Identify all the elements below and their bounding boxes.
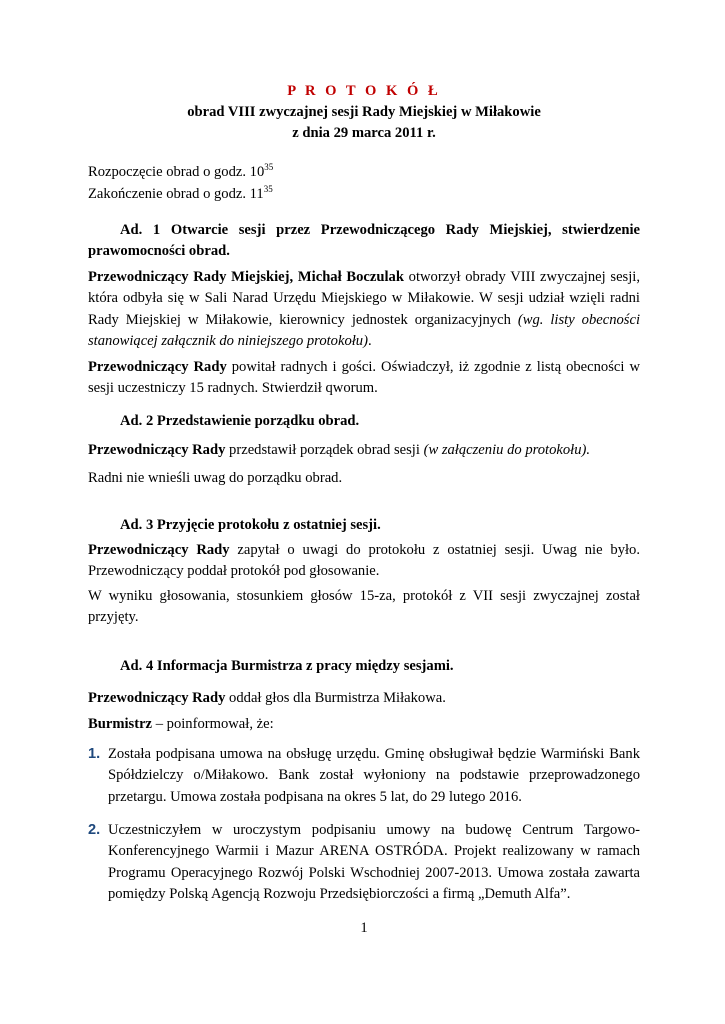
session-subtitle: obrad VIII zwyczajnej sesji Rady Miejskiej w Miłakowie [187, 104, 541, 120]
ad3-heading: Ad. 3 Przyjęcie protokołu z ostatniej sesji. [120, 517, 381, 533]
start-time: Rozpoczęcie obrad o godz. $10^{35}$ [88, 162, 274, 180]
ad2-paragraph-1: Przewodniczący Rady przedstawił porządek obrad sesji (w załączeniu do protokołu). [88, 442, 591, 458]
list-item: 1. Została podpisana umowa na obsługę urzędu. Gminę obsługiwał będzie Warmiński Bank Spółdzielczy o/Miłakowo. Bank został wyłoniony na podstawie przeprowadzonego przetargu. Umowa została podpisana na okres 5 lat, do 29 lutego 2016. [88, 746, 640, 805]
list-item: 2. Uczestniczyłem w uroczystym podpisaniu umowy na budowę Centrum Targowo-Konferencyjnego Warmii i Mazur ARENA OSTRÓDA. Projekt realizowany w ramach Programu Operacyjnego Rozwój Polski Wschodniej 2007-2013. Umowa została zawarta pomiędzy Polską Agencją Rozwoju Przedsiębiorczości a firmą „Demuth Alfa”. [88, 822, 640, 903]
ad3-paragraph-1: Przewodniczący Rady zapytał o uwagi do protokołu z ostatniej sesji. Uwag nie było. Przewodniczący poddał protokół pod głosowanie. [88, 542, 640, 580]
ad2-paragraph-2: Radni nie wnieśli uwag do porządku obrad. [88, 470, 343, 486]
ad2-heading: Ad. 2 Przedstawienie porządku obrad. [120, 413, 360, 429]
ad4-paragraph-2: Burmistrz – poinformował, że: [88, 716, 274, 732]
ad1-heading: Ad. 1 Otwarcie sesji przez Przewodniczącego Rady Miejskiej, stwierdzenie prawomocności obrad. [88, 222, 640, 260]
ad1-paragraph-1: Przewodniczący Rady Miejskiej, Michał Boczulak otworzył obrady VIII zwyczajnej sesji, która odbyła się w Sali Narad Urzędu Miejskiego w Miłakowie. W sesji udział wzięli radni Rady Miejskiej w Miłakowie, kierownicy jednostek organizacyjnych (wg. listy obecności stanowiącej załącznik do niniejszego protokołu). [88, 269, 641, 350]
ad3-paragraph-2: W wyniku głosowania, stosunkiem głosów 15-za, protokół z VII sesji zwyczajnej został przyjęty. [88, 588, 640, 626]
protocol-header [88, 81, 640, 144]
burmistrz-info-list-2 [88, 820, 640, 906]
page-number: 1 [360, 920, 368, 936]
ad4-heading: Ad. 4 Informacja Burmistrza z pracy między sesjami. [120, 658, 454, 674]
ad4-paragraph-1: Przewodniczący Rady oddał głos dla Burmistrza Miłakowa. [88, 690, 446, 706]
end-time: Zakończenie obrad o godz. $11^{35}$ [88, 184, 273, 202]
protocol-title: P R O T O K Ó Ł [287, 83, 441, 99]
document-page [88, 0, 640, 1024]
burmistrz-info-list [88, 744, 640, 808]
ad1-paragraph-2: Przewodniczący Rady powitał radnych i gości. Oświadczył, iż zgodnie z listą obecności w sesji uczestniczy 15 radnych. Stwierdził qworum. [88, 359, 640, 397]
session-times [88, 161, 273, 205]
session-date: z dnia 29 marca 2011 r. [292, 125, 436, 141]
